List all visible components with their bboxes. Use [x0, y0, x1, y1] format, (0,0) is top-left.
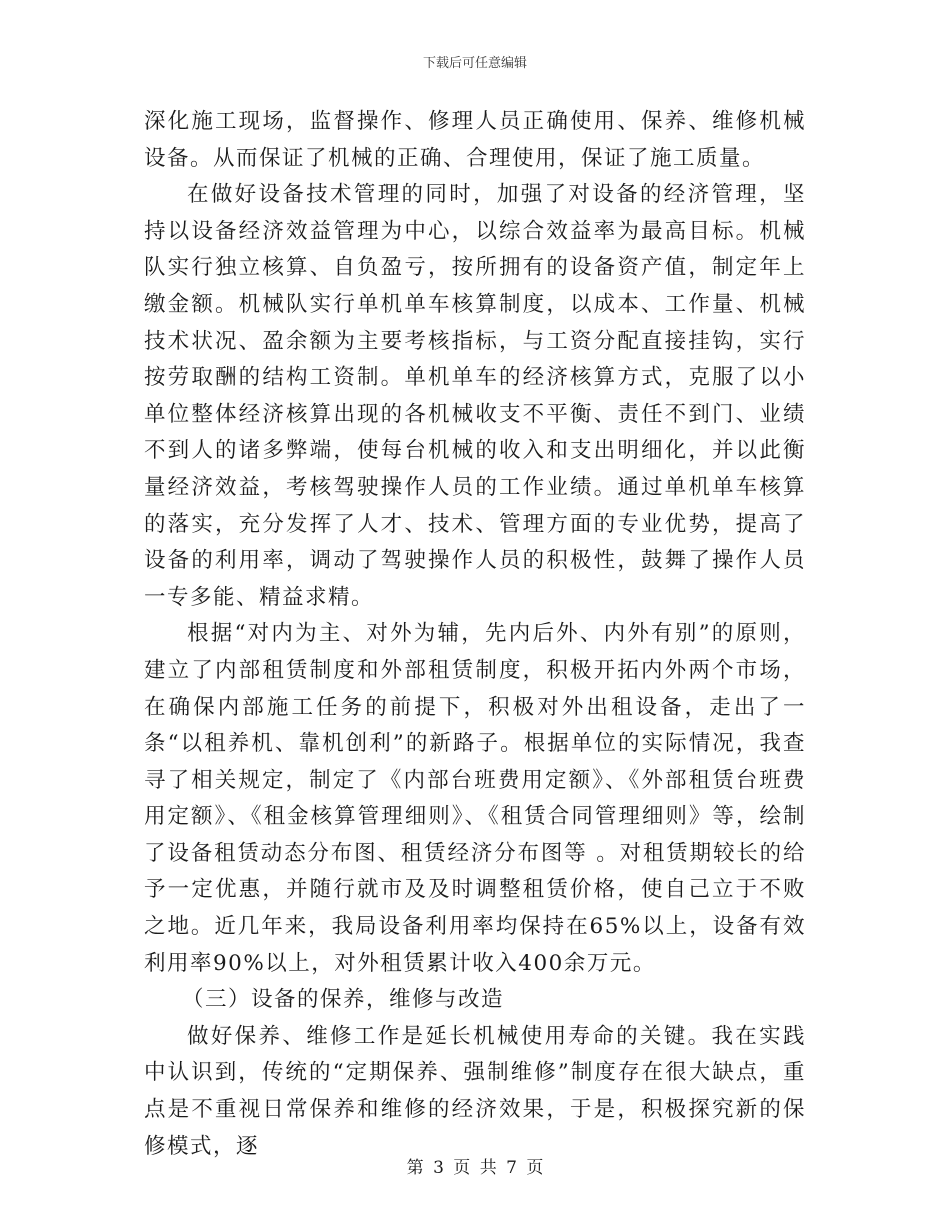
paragraph-maintenance: 做好保养、维修工作是延长机械使用寿命的关键。我在实践中认识到，传统的“定期保养、强制维修”制度存在很大缺点，重点是不重视日常保养和维修的经济效果，于是，积极探究新的保修模式，逐 [144, 1023, 806, 1159]
page-header: 下载后可任意编辑 [422, 56, 527, 71]
paragraph-economic-management: 在做好设备技术管理的同时，加强了对设备的经济管理，坚持以设备经济效益管理为中心，以综合效益率为最高目标。机械队实行独立核算、自负盈亏，按所拥有的设备资产值，制定年上缴金额。机械队实行单机单车核算制度，以成本、工作量、机械技术状况、盈余额为主要考核指标，与工资分配直接挂钩，实行按劳取酬的结构工资制。单机单车的经济核算方式，克服了以小单位整体经济核算出现的各机械收支不平衡、责任不到门、业绩不到人的诸多弊端，使每台机械的收入和支出明细化，并以此衡量经济效益，考核驾驶操作人员的工作业绩。通过单机单车核算的落实，充分发挥了人才、技术、管理方面的专业优势，提高了设备的利用率，调动了驾驶操作人员的积极性，鼓舞了操作人员一专多能、精益求精。 [144, 182, 806, 610]
paragraph-continuation: 深化施工现场，监督操作、修理人员正确使用、保养、维修机械设备。从而保证了机械的正确、合理使用，保证了施工质量。 [144, 109, 806, 171]
document-body [144, 104, 806, 1165]
section-heading: （三）设备的保养，维修与改造 [182, 987, 505, 1013]
page-footer: 第 3 页 共 7 页 [406, 1158, 544, 1178]
paragraph-leasing: 根据“对内为主、对外为辅，先内后外、内外有别”的原则，建立了内部租赁制度和外部租赁制度，积极开拓内外两个市场，在确保内部施工任务的前提下，积极对外出租设备，走出了一条“以租养机、靠机创利”的新路子。根据单位的实际情况，我查寻了相关规定，制定了《内部台班费用定额》、《外部租赁台班费用定额》、《租金核算管理细则》、《租赁合同管理细则》等，绘制了设备租赁动态分布图、租赁经济分布图等 。对租赁期较长的给予一定优惠，并随行就市及及时调整租赁价格，使自己立于不败之地。近几年来，我局设备利用率均保持在65%以上，设备有效利用率90%以上，对外租赁累计收入400余万元。 [144, 621, 806, 976]
